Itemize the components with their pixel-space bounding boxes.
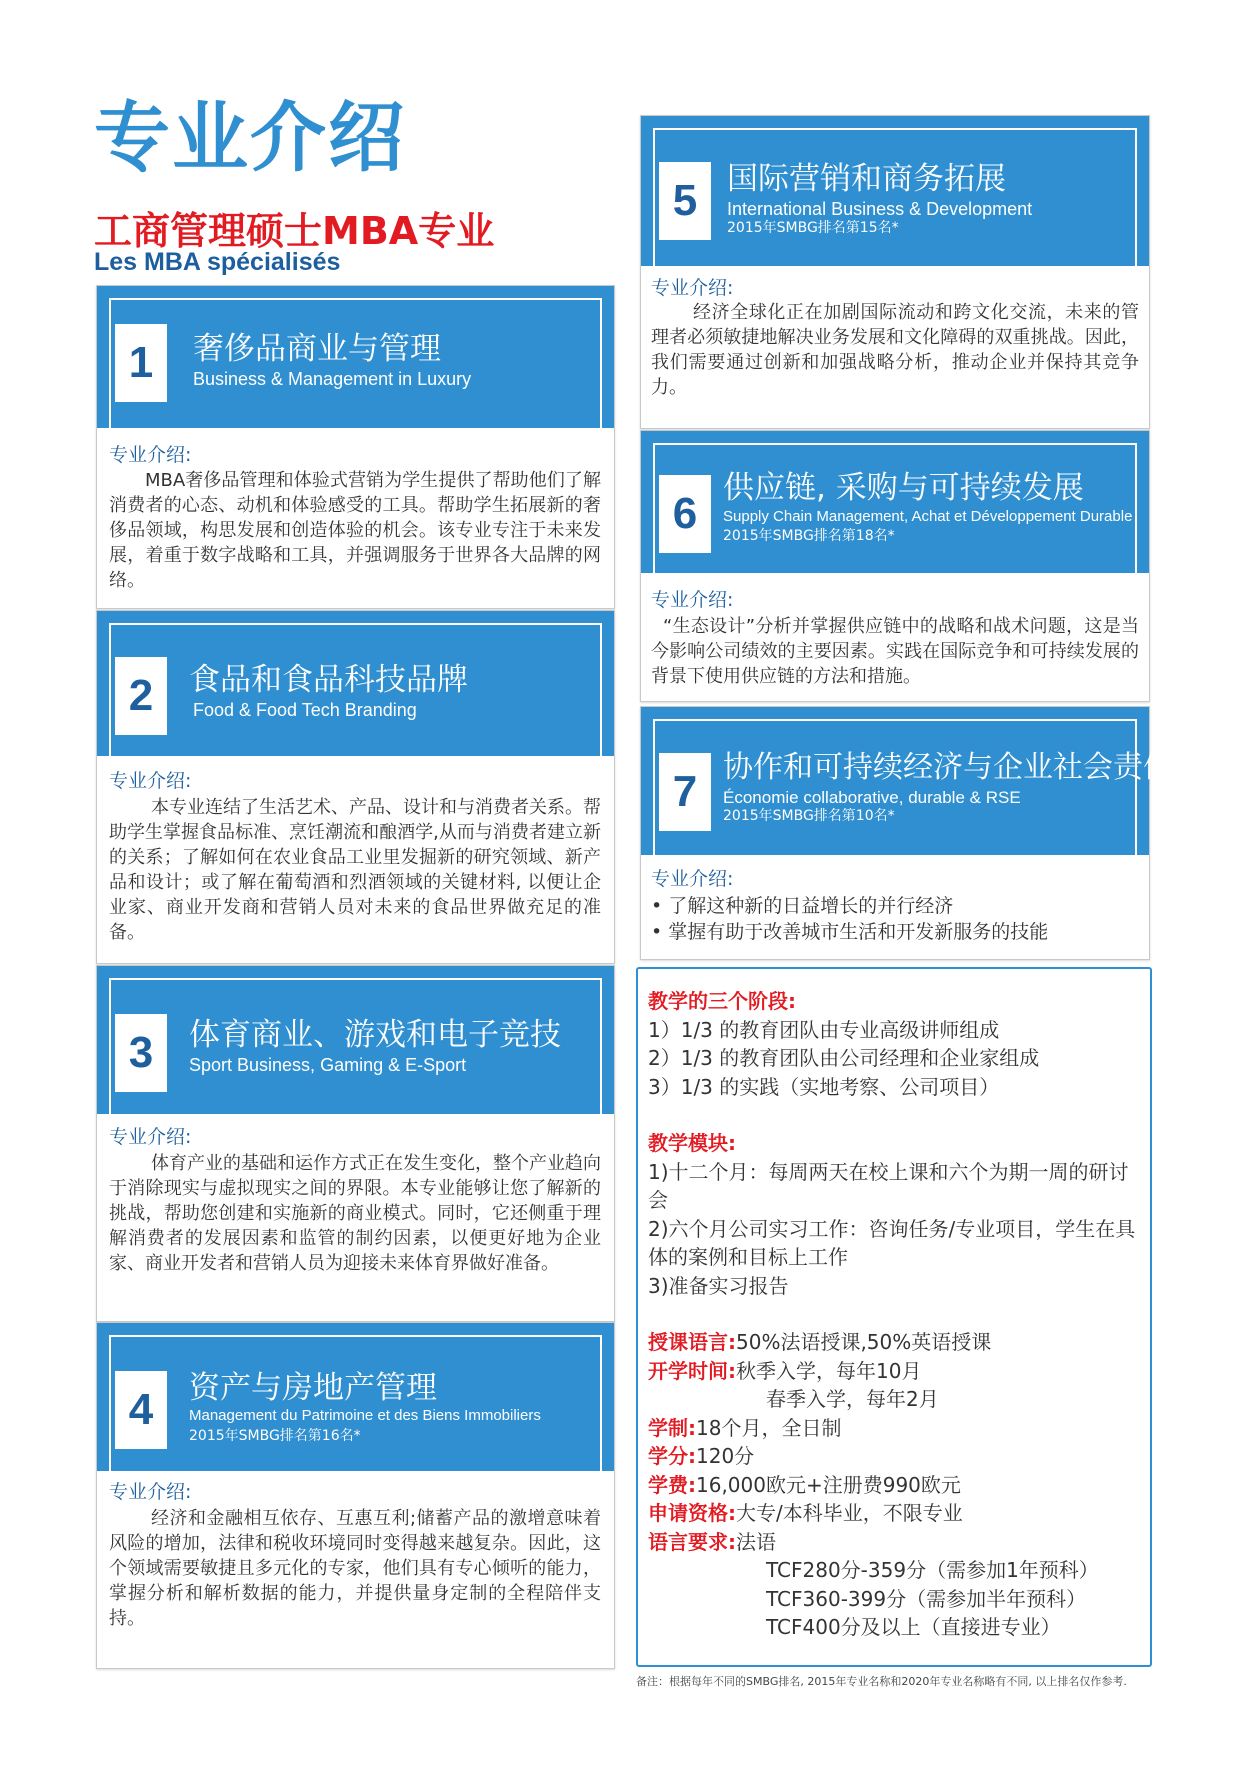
intro-label: 专业介绍: [109,444,192,466]
fee-label: 学费: [648,1472,696,1497]
intro-label: 专业介绍: [651,868,734,890]
module-item: 3)准备实习报告 [648,1273,789,1298]
program-card-3 [96,965,615,1322]
intro-label: 专业介绍: [651,589,734,611]
eligibility-label: 申请资格: [648,1501,736,1525]
program-header [97,611,614,756]
fee-value: 16,000欧元+注册费990欧元 [696,1472,961,1497]
program-number: 2 [115,657,167,735]
modules-title: 教学模块: [648,1131,736,1155]
program-title-cn: 体育商业、游戏和电子竞技 [189,1017,561,1053]
language-row [648,1328,1140,1357]
program-description: MBA奢侈品管理和体验式营销为学生提供了帮助他们了解消费者的心态、动机和体验感受的工具。帮助学生拓展新的奢侈品领域，构思发展和创造体验的机会。该专业专注于未来发展，着重于数字战略和工具，并强调服务于世界各大品牌的网络。 [109,470,601,591]
program-card-2 [96,610,615,964]
intro-label: 专业介绍: [109,1481,192,1503]
bullet-item: • 掌握有助于改善城市生活和开发新服务的技能 [651,921,1049,943]
program-title-en: Économie collaborative, durable & RSE [723,788,1021,807]
tcf-item: TCF280分-359分（需参加1年预科） [766,1558,1099,1582]
program-card-7 [640,706,1173,960]
duration-label: 学制: [648,1415,696,1440]
program-title-cn: 协作和可持续经济与企业社会责任 [723,750,1173,785]
program-description: 体育产业的基础和运作方式正在发生变化，整个产业趋向于消除现实与虚拟现实之间的界限。本专业能够让您了解新的挑战，帮助您创建和实施新的商业模式。同时，它还侧重于理解消费者的发展因素和监管的制约因素，以便更好地为企业家、商业开发者和营销人员为迎接未来体育界做好准备。 [109,1153,601,1274]
page-title: 专业介绍 [94,93,406,182]
program-number: 6 [659,475,711,553]
program-title-cn: 供应链, 采购与可持续发展 [723,470,1084,506]
module-item: 2)六个月公司实习工作：咨询任务/专业项目，学生在具体的案例和目标上工作 [648,1216,1136,1269]
program-title-en: Food & Food Tech Branding [193,700,417,720]
start-value: 秋季入学，每年10月 [736,1358,922,1383]
stages-title: 教学的三个阶段: [648,989,796,1013]
module-item: 1)十二个月：每周两天在校上课和六个为期一周的研讨会 [648,1159,1129,1212]
program-title-cn: 国际营销和商务拓展 [727,161,1006,197]
program-card-6 [640,430,1150,702]
credits-label: 学分: [648,1444,696,1468]
footnote: 备注：根据每年不同的SMBG排名, 2015年专业名称和2020年专业名称略有不同, 以上排名仅作参考. [636,1675,1127,1688]
program-number: 3 [115,1014,167,1092]
program-description: 经济全球化正在加剧国际流动和跨文化交流，未来的管理者必须敏捷地解决业务发展和文化障碍的双重挑战。因此，我们需要通过创新和加强战略分析，推动企业并保持其竞争力。 [651,302,1139,398]
duration-row [648,1414,1140,1443]
eligibility-row [648,1499,1140,1528]
program-card-1 [96,285,615,609]
program-rank: 2015年SMBG排名第16名* [189,1428,361,1444]
program-header [641,116,1149,266]
program-header [97,966,614,1114]
intro-label: 专业介绍: [109,1126,192,1148]
program-number: 1 [115,324,167,402]
program-rank: 2015年SMBG排名第10名* [723,808,895,824]
lang-req-value: 法语 [736,1529,776,1554]
program-title-en: Sport Business, Gaming & E-Sport [189,1055,467,1075]
start-label: 开学时间: [648,1358,736,1383]
program-info-box [636,967,1152,1667]
fee-row [648,1471,1140,1500]
program-number: 5 [659,162,711,240]
page-subtitle: 工商管理硕士MBA专业 [94,209,495,253]
program-description: 本专业连结了生活艺术、产品、设计和与消费者关系。帮助学生掌握食品标准、烹饪潮流和酿酒学,从而与消费者建立新的关系；了解如何在农业食品工业里发掘新的研究领域、新产品和设计；或了解在葡萄酒和烈酒领域的关键材料, 以便让企业家、商业开发商和营销人员对未来的食品世界做充足的准备。 [109,797,601,943]
stage-item: 3）1/3 的实践（实地考察、公司项目） [648,1074,1000,1099]
intro-label: 专业介绍: [651,277,734,299]
program-title-en: Management du Patrimoine et des Biens Immobiliers [189,1407,541,1424]
program-title-en: Supply Chain Management, Achat et Développement Durable [723,508,1133,525]
stage-item: 1）1/3 的教育团队由专业高级讲师组成 [648,1017,1000,1042]
tcf-item: TCF400分及以上（直接进专业） [766,1615,1061,1639]
program-header [97,286,614,428]
language-label: 授课语言: [648,1330,736,1354]
program-title-cn: 资产与房地产管理 [189,1370,437,1406]
program-rank: 2015年SMBG排名第15名* [727,220,899,236]
tcf-item: TCF360-399分（需参加半年预科） [766,1586,1087,1611]
stage-item: 2）1/3 的教育团队由公司经理和企业家组成 [648,1046,1040,1070]
credits-row [648,1442,1140,1471]
start-value-2: 春季入学，每年2月 [766,1387,939,1411]
start-row [648,1357,1140,1386]
program-title-en: International Business & Development [727,199,1033,219]
program-rank: 2015年SMBG排名第18名* [723,528,895,544]
program-card-5 [640,115,1150,429]
program-title-cn: 食品和食品科技品牌 [189,662,468,698]
program-bullets [651,893,1048,945]
language-value: 50%法语授课,50%英语授课 [736,1330,992,1354]
program-title-en: Business & Management in Luxury [193,369,472,389]
program-header [97,1323,614,1471]
bullet-item: • 了解这种新的日益增长的并行经济 [651,895,954,917]
lang-req-label: 语言要求: [648,1529,736,1554]
program-title-cn: 奢侈品商业与管理 [193,331,441,367]
eligibility-value: 大专/本科毕业，不限专业 [736,1501,963,1525]
program-header [641,707,1173,855]
intro-label: 专业介绍: [109,770,192,792]
page-subtitle-fr: Les MBA spécialisés [94,248,341,276]
program-description: 经济和金融相互依存、互惠互利;储蓄产品的激增意味着风险的增加，法律和税收环境同时变得越来越复杂。因此，这个领域需要敏捷且多元化的专家，他们具有专心倾听的能力，掌握分析和解析数据的能力，并提供量身定制的全程陪伴支持。 [109,1508,601,1629]
program-number: 4 [115,1371,167,1449]
lang-req-row [648,1528,1140,1557]
program-number: 7 [659,753,711,831]
duration-value: 18个月，全日制 [696,1415,842,1440]
program-description: “生态设计”分析并掌握供应链中的战略和战术问题，这是当今影响公司绩效的主要因素。实践在国际竞争和可持续发展的背景下使用供应链的方法和措施。 [651,616,1139,687]
credits-value: 120分 [696,1444,755,1468]
program-header [641,431,1149,573]
program-card-4 [96,1322,615,1669]
